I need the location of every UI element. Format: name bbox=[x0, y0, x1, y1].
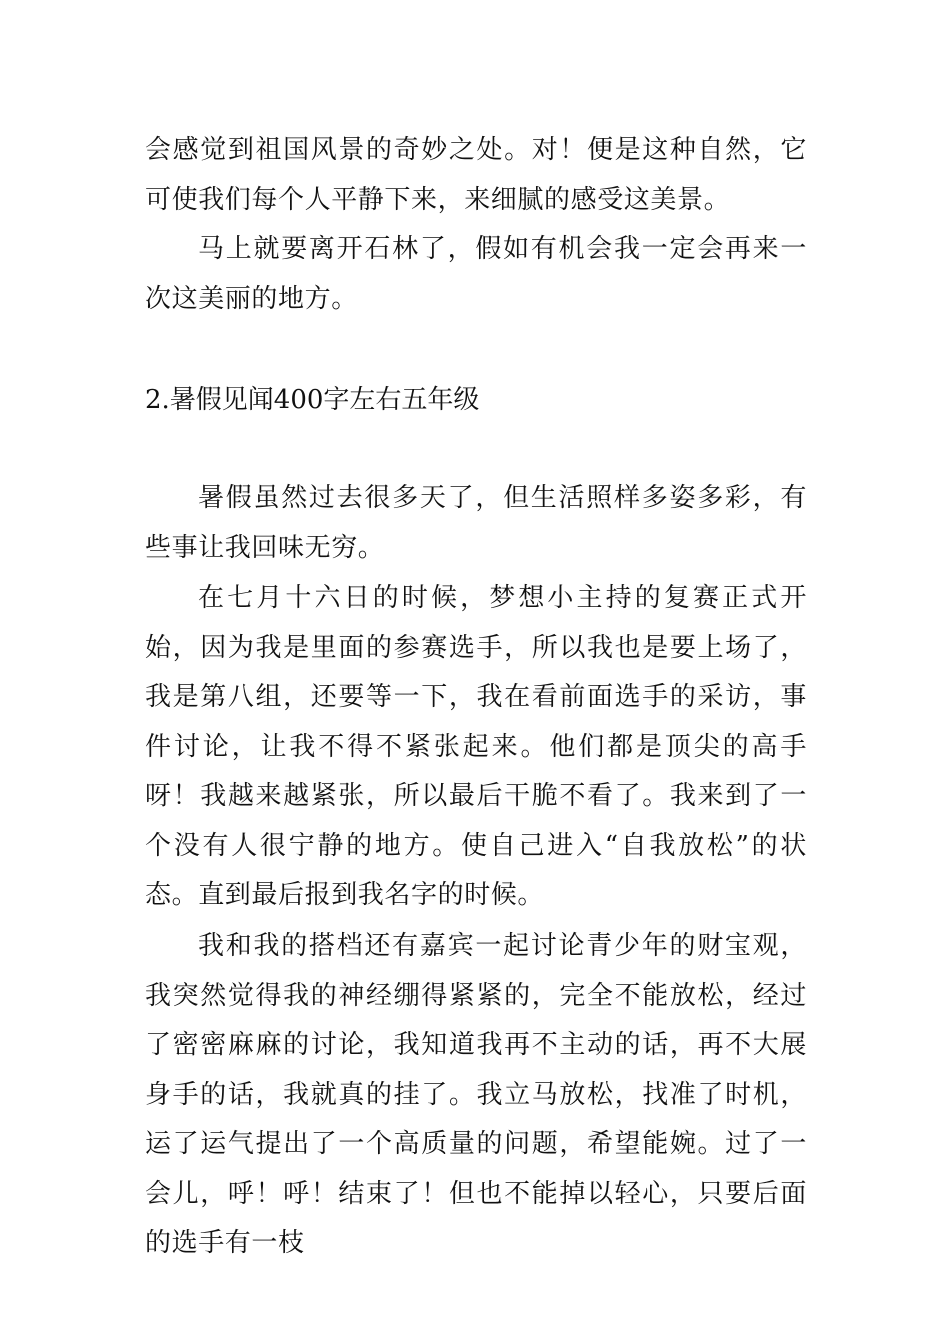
body-paragraph-1: 暑假虽然过去很多天了，但生活照样多姿多彩，有些事让我回味无穷。 bbox=[145, 483, 807, 563]
body-paragraph-2: 在七月十六日的时候，梦想小主持的复赛正式开始，因为我是里面的参赛选手，所以我也是要上场了，我是第八组，还要等一下，我在看前面选手的采访，事件讨论，让我不得不紧张起来。他们都是顶尖的高手呀！我越来越紧张，所以最后干脆不看了。我来到了一个没有人很宁静的地方。使自己进入“自我放松”的状态。直到最后报到我名字的时候。 bbox=[145, 583, 807, 910]
body-paragraph-3: 我和我的搭档还有嘉宾一起讨论青少年的财宝观，我突然觉得我的神经绷得紧紧的，完全不能放松，经过了密密麻麻的讨论，我知道我再不主动的话，再不大展身手的话，我就真的挂了。我立马放松，找准了时机，运了运气提出了一个高质量的问题，希望能婉。过了一会儿，呼！呼！结束了！但也不能掉以轻心，只要后面的选手有一枝 bbox=[145, 931, 807, 1258]
continuation-paragraph-2: 马上就要离开石林了，假如有机会我一定会再来一次这美丽的地方。 bbox=[145, 234, 807, 314]
section-heading: 2.暑假见闻400字左右五年级 bbox=[145, 385, 480, 415]
continuation-paragraph-1: 会感觉到祖国风景的奇妙之处。对！便是这种自然，它可使我们每个人平静下来，来细腻的感受这美景。 bbox=[145, 135, 807, 215]
